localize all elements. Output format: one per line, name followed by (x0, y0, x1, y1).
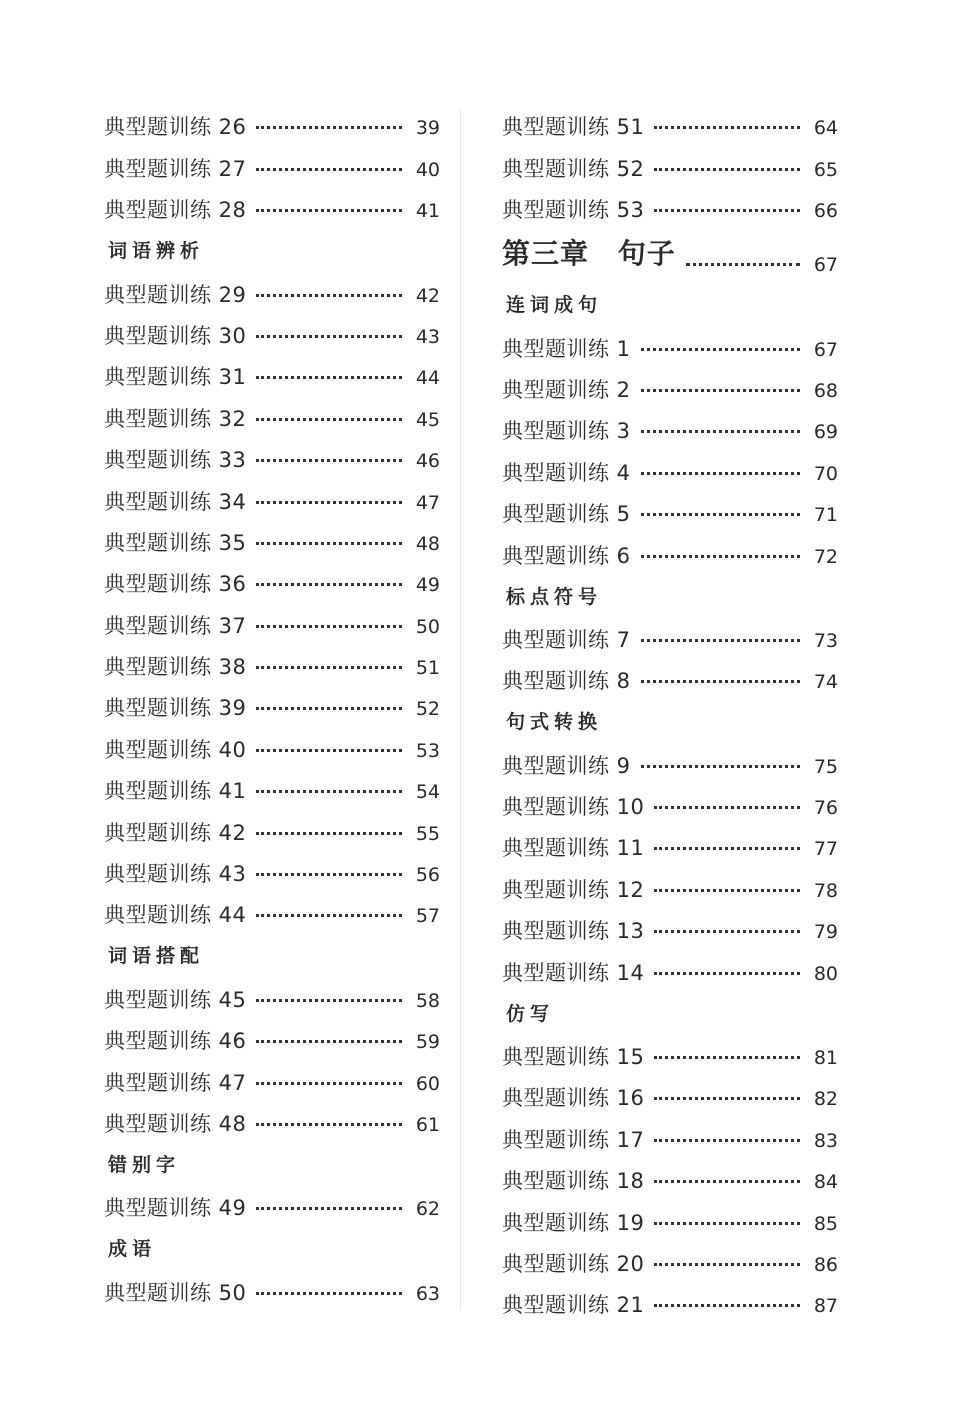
toc-entry (502, 487, 838, 528)
toc-page-number: 50 (415, 615, 440, 638)
toc-entry-title: 典型题训练 29 (104, 282, 247, 307)
toc-entry (502, 945, 838, 986)
toc-entry-title: 典型题训练 1 (502, 336, 631, 361)
toc-entry (502, 1112, 838, 1153)
toc-page-number: 49 (415, 574, 440, 597)
toc-entry (104, 598, 440, 639)
toc-entry-title: 典型题训练 19 (502, 1210, 645, 1235)
dot-leader (256, 1292, 402, 1295)
toc-entry-title: 典型题训练 40 (104, 737, 247, 762)
toc-page-number: 67 (813, 338, 838, 361)
toc-entry-title: 典型题训练 53 (502, 198, 645, 223)
toc-page-number: 60 (415, 1072, 440, 1095)
toc-entry (104, 1181, 440, 1222)
toc-page-number: 52 (415, 698, 440, 721)
toc-page-number: 76 (813, 797, 838, 820)
toc-page-number: 54 (415, 781, 440, 804)
dot-leader (641, 348, 800, 351)
section-title: 错别字 (108, 1153, 181, 1176)
toc-entry-title: 典型题训练 43 (104, 862, 247, 887)
dot-leader (256, 1082, 402, 1085)
toc-entry (502, 183, 838, 224)
section-title: 词语搭配 (108, 945, 205, 968)
dot-leader (256, 501, 402, 504)
toc-entry (104, 557, 440, 598)
toc-entry-title: 典型题训练 16 (502, 1086, 645, 1111)
toc-page-number: 53 (415, 739, 440, 762)
toc-entry (104, 1055, 440, 1096)
toc-entry (104, 764, 440, 805)
dot-leader (256, 126, 402, 129)
toc-page-number: 71 (813, 504, 838, 527)
toc-page-number: 68 (813, 379, 838, 402)
section-title: 词语辨析 (108, 240, 205, 263)
toc-entry (502, 654, 838, 695)
toc-entry-title: 典型题训练 5 (502, 502, 631, 527)
toc-page-number: 61 (415, 1113, 440, 1136)
toc-entry (502, 1154, 838, 1195)
toc-page-number: 80 (813, 962, 838, 985)
toc-entry (104, 805, 440, 846)
toc-page-number: 70 (813, 462, 838, 485)
toc-entry (502, 141, 838, 182)
dot-leader (654, 889, 800, 892)
toc-page-number: 85 (813, 1212, 838, 1235)
section-title: 仿写 (506, 1002, 555, 1025)
toc-entry-title: 典型题训练 42 (104, 820, 247, 845)
toc-left-column (104, 100, 440, 1307)
toc-entry (502, 738, 838, 779)
toc-section-heading (104, 1138, 440, 1181)
toc-page-number: 69 (813, 421, 838, 444)
dot-leader (256, 999, 402, 1002)
toc-entry (502, 1195, 838, 1236)
toc-entry (104, 141, 440, 182)
toc-entry-title: 典型题训练 8 (502, 669, 631, 694)
toc-page-number: 41 (415, 200, 440, 223)
toc-entry (104, 1265, 440, 1306)
dot-leader (256, 832, 402, 835)
dot-leader (256, 168, 402, 171)
toc-section-heading (502, 987, 838, 1030)
toc-page-number: 47 (415, 491, 440, 514)
dot-leader (654, 209, 800, 212)
toc-entry-title: 典型题训练 13 (502, 919, 645, 944)
dot-leader (641, 430, 800, 433)
dot-leader (256, 790, 402, 793)
toc-section-heading (502, 695, 838, 738)
toc-entry (104, 640, 440, 681)
toc-page-number: 42 (415, 284, 440, 307)
toc-entry-title: 典型题训练 48 (104, 1111, 247, 1136)
toc-entry-title: 典型题训练 44 (104, 903, 247, 928)
dot-leader (654, 1139, 800, 1142)
section-title: 连词成句 (506, 294, 603, 317)
toc-page-number: 75 (813, 755, 838, 778)
dot-leader (256, 749, 402, 752)
toc-entry-title: 典型题训练 10 (502, 795, 645, 820)
toc-entry-title: 典型题训练 45 (104, 987, 247, 1012)
toc-entry (104, 1097, 440, 1138)
toc-entry-title: 典型题训练 35 (104, 530, 247, 555)
toc-entry-title: 典型题训练 31 (104, 365, 247, 390)
toc-page-number: 86 (813, 1253, 838, 1276)
dot-leader (641, 555, 800, 558)
dot-leader (256, 583, 402, 586)
toc-entry (104, 391, 440, 432)
toc-entry (104, 722, 440, 763)
toc-entry (104, 847, 440, 888)
toc-entry (502, 404, 838, 445)
dot-leader (654, 1097, 800, 1100)
dot-leader (256, 625, 402, 628)
toc-entry-title: 典型题训练 17 (502, 1127, 645, 1152)
toc-page-number: 40 (415, 158, 440, 181)
toc-entry-title: 典型题训练 37 (104, 613, 247, 638)
toc-page-number: 67 (813, 254, 838, 277)
toc-entry (104, 309, 440, 350)
toc-entry (104, 516, 440, 557)
toc-entry (104, 972, 440, 1013)
toc-entry (104, 100, 440, 141)
toc-page-number: 83 (813, 1129, 838, 1152)
toc-page-number: 77 (813, 838, 838, 861)
dot-leader (256, 873, 402, 876)
toc-page-number: 84 (813, 1171, 838, 1194)
toc-entry (502, 1030, 838, 1071)
dot-leader (256, 376, 402, 379)
column-divider (460, 110, 461, 1310)
dot-leader (654, 1180, 800, 1183)
toc-page-number: 87 (813, 1295, 838, 1318)
dot-leader (654, 930, 800, 933)
toc-entry-title: 典型题训练 51 (502, 115, 645, 140)
toc-section-heading (104, 224, 440, 267)
toc-entry-title: 典型题训练 32 (104, 406, 247, 431)
toc-entry (502, 1071, 838, 1112)
dot-leader (654, 126, 800, 129)
dot-leader (641, 513, 800, 516)
toc-page-number: 43 (415, 325, 440, 348)
toc-entry-title: 典型题训练 41 (104, 779, 247, 804)
dot-leader (256, 666, 402, 669)
toc-entry-title: 典型题训练 11 (502, 836, 645, 861)
dot-leader (256, 1123, 402, 1126)
toc-entry-title: 典型题训练 21 (502, 1293, 645, 1318)
dot-leader (256, 209, 402, 212)
toc-entry (502, 613, 838, 654)
toc-entry-title: 典型题训练 27 (104, 156, 247, 181)
toc-page-number: 48 (415, 532, 440, 555)
toc-entry-title: 典型题训练 52 (502, 156, 645, 181)
toc-entry-title: 典型题训练 49 (104, 1196, 247, 1221)
section-title: 句式转换 (506, 711, 603, 734)
toc-entry-title: 典型题训练 7 (502, 627, 631, 652)
toc-entry (502, 363, 838, 404)
toc-page-number: 39 (415, 117, 440, 140)
dot-leader (654, 168, 800, 171)
toc-page-number: 72 (813, 545, 838, 568)
dot-leader (654, 847, 800, 850)
toc-entry (502, 821, 838, 862)
dot-leader (686, 263, 800, 266)
toc-chapter-heading (502, 224, 838, 278)
toc-page-number: 81 (813, 1047, 838, 1070)
toc-entry-title: 典型题训练 12 (502, 877, 645, 902)
toc-entry-title: 典型题训练 39 (104, 696, 247, 721)
toc-entry (104, 1014, 440, 1055)
toc-entry-title: 典型题训练 28 (104, 198, 247, 223)
chapter-title: 第三章 句子 (502, 237, 676, 271)
dot-leader (654, 1056, 800, 1059)
dot-leader (641, 680, 800, 683)
dot-leader (654, 1263, 800, 1266)
dot-leader (654, 806, 800, 809)
toc-entry-title: 典型题训练 26 (104, 115, 247, 140)
dot-leader (256, 707, 402, 710)
toc-entry (502, 445, 838, 486)
toc-entry (502, 1278, 838, 1319)
dot-leader (654, 1222, 800, 1225)
toc-entry-title: 典型题训练 20 (502, 1251, 645, 1276)
toc-page-number: 78 (813, 879, 838, 902)
toc-entry-title: 典型题训练 15 (502, 1045, 645, 1070)
toc-page-number: 57 (415, 905, 440, 928)
toc-page-number: 74 (813, 671, 838, 694)
toc-entry (104, 433, 440, 474)
toc-page-number: 51 (415, 657, 440, 680)
toc-entry-title: 典型题训练 46 (104, 1029, 247, 1054)
toc-page-number: 79 (813, 921, 838, 944)
dot-leader (256, 418, 402, 421)
dot-leader (641, 639, 800, 642)
dot-leader (256, 542, 402, 545)
toc-entry (502, 321, 838, 362)
toc-entry (104, 474, 440, 515)
toc-entry-title: 典型题训练 36 (104, 572, 247, 597)
dot-leader (256, 1207, 402, 1210)
section-title: 标点符号 (506, 585, 603, 608)
toc-entry-title: 典型题训练 4 (502, 460, 631, 485)
toc-section-heading (104, 929, 440, 972)
toc-entry-title: 典型题训练 47 (104, 1070, 247, 1095)
dot-leader (256, 914, 402, 917)
toc-section-heading (502, 570, 838, 613)
toc-entry-title: 典型题训练 9 (502, 753, 631, 778)
toc-page-number: 62 (415, 1198, 440, 1221)
toc-right-column (502, 100, 838, 1319)
toc-page-number: 55 (415, 822, 440, 845)
toc-entry-title: 典型题训练 50 (104, 1280, 247, 1305)
dot-leader (641, 472, 800, 475)
toc-entry (104, 350, 440, 391)
toc-page-number: 59 (415, 1031, 440, 1054)
toc-page-number: 73 (813, 629, 838, 652)
toc-section-heading (104, 1222, 440, 1265)
toc-entry (502, 1237, 838, 1278)
dot-leader (641, 765, 800, 768)
toc-section-heading (502, 278, 838, 321)
toc-page-number: 63 (415, 1282, 440, 1305)
toc-page-number: 65 (813, 158, 838, 181)
toc-page-number: 44 (415, 367, 440, 390)
toc-entry-title: 典型题训练 18 (502, 1169, 645, 1194)
toc-entry (104, 888, 440, 929)
section-title: 成语 (108, 1238, 157, 1261)
toc-entry (502, 904, 838, 945)
toc-page-number: 46 (415, 450, 440, 473)
toc-page-number: 56 (415, 864, 440, 887)
toc-entry (502, 100, 838, 141)
toc-entry-title: 典型题训练 34 (104, 489, 247, 514)
dot-leader (654, 972, 800, 975)
toc-entry-title: 典型题训练 33 (104, 448, 247, 473)
toc-entry-title: 典型题训练 2 (502, 377, 631, 402)
dot-leader (256, 459, 402, 462)
toc-entry (104, 183, 440, 224)
toc-entry (104, 681, 440, 722)
toc-entry (104, 267, 440, 308)
toc-page-number: 58 (415, 989, 440, 1012)
toc-page-number: 82 (813, 1088, 838, 1111)
toc-entry (502, 528, 838, 569)
toc-entry (502, 780, 838, 821)
toc-entry-title: 典型题训练 6 (502, 543, 631, 568)
dot-leader (641, 389, 800, 392)
toc-entry-title: 典型题训练 38 (104, 655, 247, 680)
dot-leader (256, 335, 402, 338)
dot-leader (256, 294, 402, 297)
toc-page-number: 66 (813, 200, 838, 223)
dot-leader (256, 1040, 402, 1043)
toc-entry-title: 典型题训练 14 (502, 960, 645, 985)
toc-page-number: 45 (415, 408, 440, 431)
toc-entry-title: 典型题训练 30 (104, 323, 247, 348)
toc-entry (502, 862, 838, 903)
dot-leader (654, 1304, 800, 1307)
toc-page-number: 64 (813, 117, 838, 140)
toc-entry-title: 典型题训练 3 (502, 419, 631, 444)
